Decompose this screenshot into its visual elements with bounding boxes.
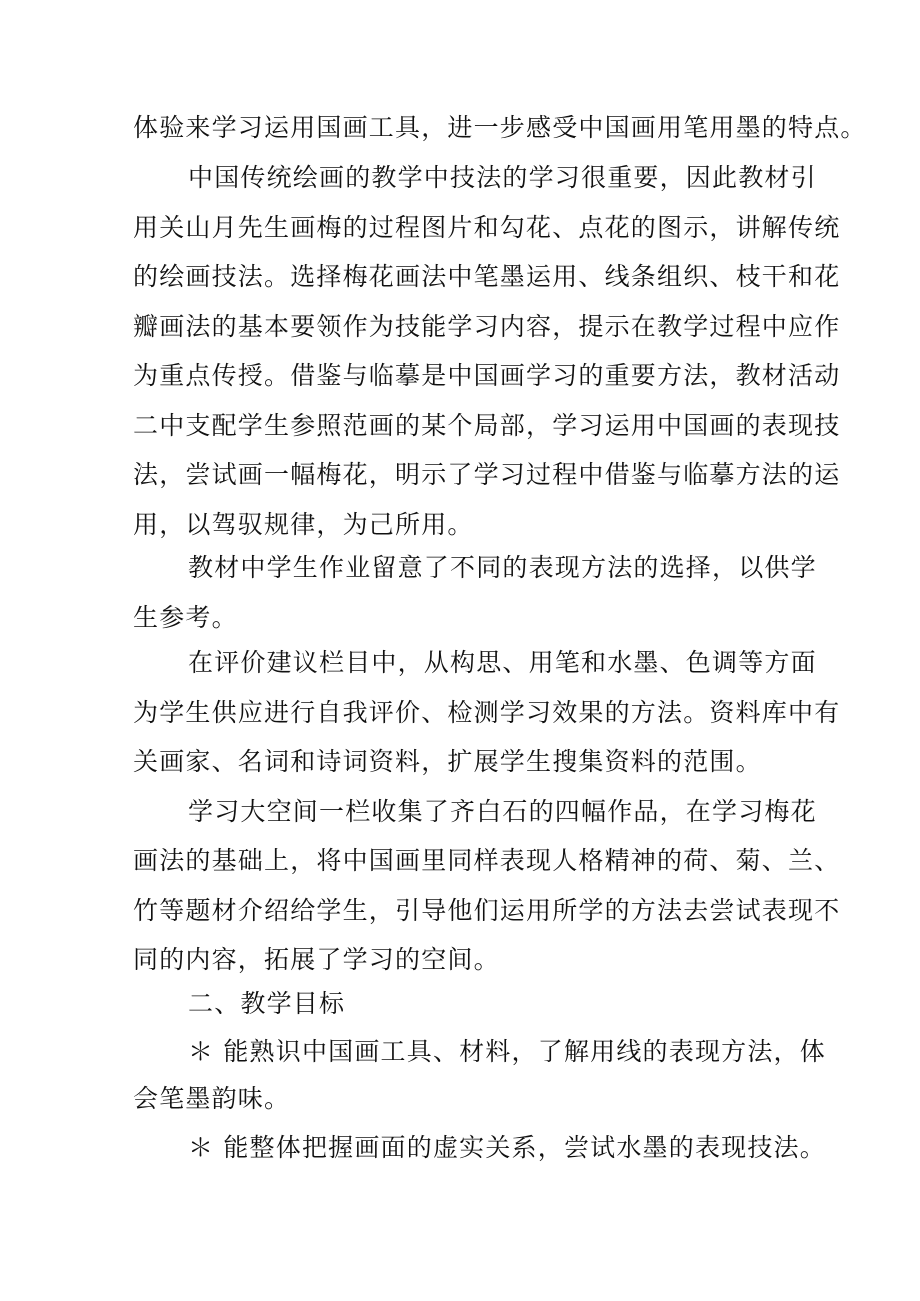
text-line: 画法的基础上，将中国画里同样表现人格精神的荷、菊、兰、 (133, 846, 841, 875)
text-line: 二中支配学生参照范画的某个局部，学习运用中国画的表现技 (133, 411, 841, 440)
paragraph-start-line: 教材中学生作业留意了不同的表现方法的选择，以供学 (188, 553, 817, 582)
text-line: 同的内容，拓展了学习的空间。 (133, 945, 500, 974)
text-line: 为学生供应进行自我评价、检测学习效果的方法。资料库中有 (133, 698, 841, 727)
text-line: 生参考。 (133, 603, 238, 632)
paragraph-start-line: 中国传统绘画的教学中技法的学习很重要，因此教材引 (188, 163, 817, 192)
paragraph-start-line: 在评价建议栏目中，从构思、用笔和水墨、色调等方面 (188, 648, 817, 677)
objective-item-line: ＊ 能整体把握画面的虚实关系，尝试水墨的表现技法。 (188, 1133, 826, 1162)
text-line: 体验来学习运用国画工具，进一步感受中国画用笔用墨的特点。 (133, 113, 867, 142)
paragraph-start-line: 学习大空间一栏收集了齐白石的四幅作品，在学习梅花 (188, 797, 817, 826)
objective-item-line: ＊ 能熟识中国画工具、材料，了解用线的表现方法，体 (188, 1037, 826, 1066)
section-heading: 二、教学目标 (188, 989, 346, 1018)
text-line: 竹等题材介绍给学生，引导他们运用所学的方法去尝试表现不 (133, 896, 841, 925)
text-line: 会笔墨韵味。 (133, 1084, 291, 1113)
text-line: 的绘画技法。选择梅花画法中笔墨运用、线条组织、枝干和花 (133, 262, 841, 291)
text-line: 关画家、名词和诗词资料，扩展学生搜集资料的范围。 (133, 747, 762, 776)
text-line: 用关山月先生画梅的过程图片和勾花、点花的图示，讲解传统 (133, 213, 841, 242)
text-line: 为重点传授。借鉴与临摹是中国画学习的重要方法，教材活动 (133, 361, 841, 390)
text-line: 法，尝试画一幅梅花，明示了学习过程中借鉴与临摹方法的运 (133, 460, 841, 489)
text-line: 用，以驾驭规律，为己所用。 (133, 510, 474, 539)
text-line: 瓣画法的基本要领作为技能学习内容，提示在教学过程中应作 (133, 312, 841, 341)
